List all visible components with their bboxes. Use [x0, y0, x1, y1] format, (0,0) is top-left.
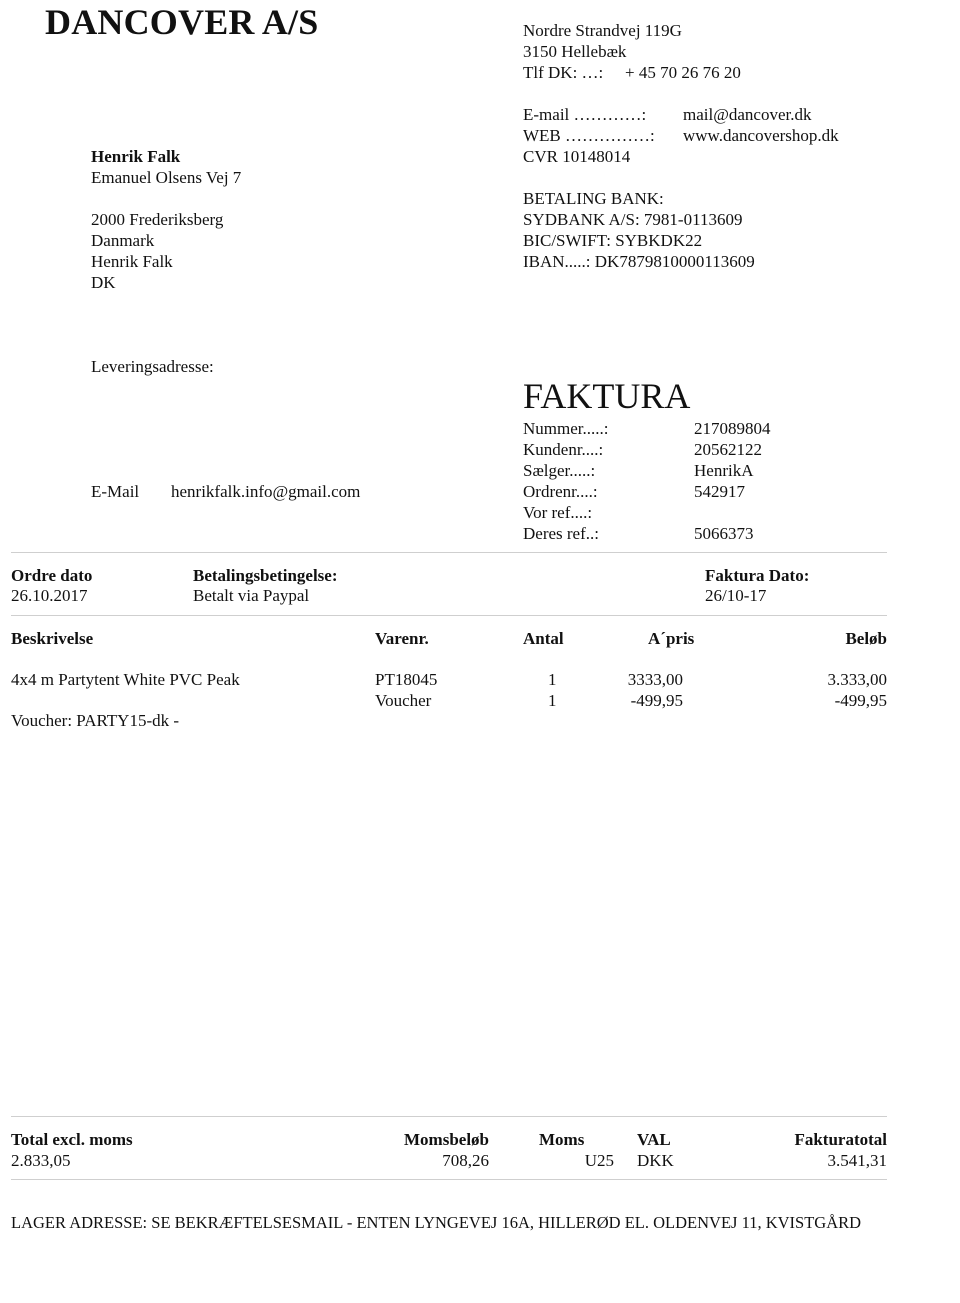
- company-web: www.dancovershop.dk: [683, 126, 839, 145]
- col-header-unit-price: A´pris: [648, 629, 695, 648]
- company-web-label: WEB ……………:: [523, 126, 655, 145]
- col-header-description: Beskrivelse: [11, 629, 94, 648]
- voucher-note: Voucher: PARTY15-dk -: [11, 711, 180, 730]
- payment-terms-label: Betalingsbetingelse:: [193, 566, 338, 585]
- invoice-field-label: Deres ref..:: [523, 524, 599, 543]
- divider: [11, 1116, 887, 1117]
- invoice-field-value: 217089804: [694, 419, 771, 438]
- line-item-no: Voucher: [375, 691, 432, 710]
- total-excl-value: 2.833,05: [11, 1151, 71, 1170]
- vat-value: U25: [584, 1151, 614, 1170]
- company-name: DANCOVER A/S: [45, 2, 319, 42]
- company-city: 3150 Hellebæk: [523, 42, 627, 61]
- invoice-field-label: Vor ref....:: [523, 503, 593, 522]
- customer-street: Emanuel Olsens Vej 7: [91, 168, 242, 187]
- vat-amount-label: Momsbeløb: [404, 1130, 489, 1149]
- customer-name-secondary: Henrik Falk: [91, 252, 173, 271]
- invoice-field-label: Ordrenr....:: [523, 482, 598, 501]
- company-cvr: CVR 10148014: [523, 147, 631, 166]
- customer-name: Henrik Falk: [91, 147, 181, 166]
- order-date: 26.10.2017: [11, 586, 88, 605]
- company-street: Nordre Strandvej 119G: [523, 21, 682, 40]
- customer-email: henrikfalk.info@gmail.com: [171, 482, 361, 501]
- customer-country: Danmark: [91, 231, 155, 250]
- customer-city: 2000 Frederiksberg: [91, 210, 224, 229]
- invoice-field-label: Kundenr....:: [523, 440, 604, 459]
- order-date-label: Ordre dato: [11, 566, 93, 585]
- line-amount: 3.333,00: [827, 670, 887, 689]
- divider: [11, 552, 887, 553]
- line-qty: 1: [548, 691, 557, 710]
- invoice-total-value: 3.541,31: [827, 1151, 887, 1170]
- line-item-no: PT18045: [375, 670, 438, 689]
- line-amount: -499,95: [834, 691, 887, 710]
- line-qty: 1: [548, 670, 557, 689]
- warehouse-address: LAGER ADRESSE: SE BEKRÆFTELSESMAIL - ENTEN LYNGEVEJ 16A, HILLERØD EL. OLDENVEJ 11, KVISTGÅRD: [11, 1213, 862, 1232]
- line-unit-price: 3333,00: [627, 670, 683, 689]
- divider: [11, 1179, 887, 1180]
- col-header-amount: Beløb: [845, 629, 887, 648]
- invoice-field-value: 542917: [694, 482, 745, 501]
- bank-heading: BETALING BANK:: [523, 189, 664, 208]
- total-excl-label: Total excl. moms: [11, 1130, 133, 1149]
- company-phone-label: Tlf DK: …:: [523, 63, 604, 82]
- customer-email-label: E-Mail: [91, 482, 140, 501]
- currency-value: DKK: [637, 1151, 674, 1170]
- line-unit-price: -499,95: [630, 691, 683, 710]
- invoice-date: 26/10-17: [705, 586, 767, 605]
- invoice-field-label: Sælger.....:: [523, 461, 596, 480]
- line-description: 4x4 m Partytent White PVC Peak: [11, 670, 240, 689]
- payment-terms: Betalt via Paypal: [193, 586, 310, 605]
- invoice-field-label: Nummer.....:: [523, 419, 609, 438]
- delivery-address-label: Leveringsadresse:: [91, 357, 214, 376]
- company-phone: + 45 70 26 76 20: [625, 63, 741, 82]
- invoice-total-label: Fakturatotal: [794, 1130, 887, 1149]
- vat-label: Moms: [539, 1130, 585, 1149]
- invoice-title: FAKTURA: [523, 376, 691, 416]
- invoice-field-value: HenrikA: [694, 461, 754, 480]
- bank-account: SYDBANK A/S: 7981-0113609: [523, 210, 743, 229]
- invoice-date-label: Faktura Dato:: [705, 566, 810, 585]
- divider: [11, 615, 887, 616]
- invoice-field-value: 5066373: [694, 524, 754, 543]
- currency-label: VAL: [637, 1130, 671, 1149]
- customer-country-code: DK: [91, 273, 116, 292]
- bank-iban: IBAN.....: DK7879810000113609: [523, 252, 755, 271]
- invoice-field-value: 20562122: [694, 440, 762, 459]
- company-email: mail@dancover.dk: [683, 105, 812, 124]
- vat-amount-value: 708,26: [442, 1151, 489, 1170]
- company-email-label: E-mail …………:: [523, 105, 647, 124]
- bank-bic: BIC/SWIFT: SYBKDK22: [523, 231, 703, 250]
- col-header-item-no: Varenr.: [375, 629, 429, 648]
- col-header-qty: Antal: [523, 629, 564, 648]
